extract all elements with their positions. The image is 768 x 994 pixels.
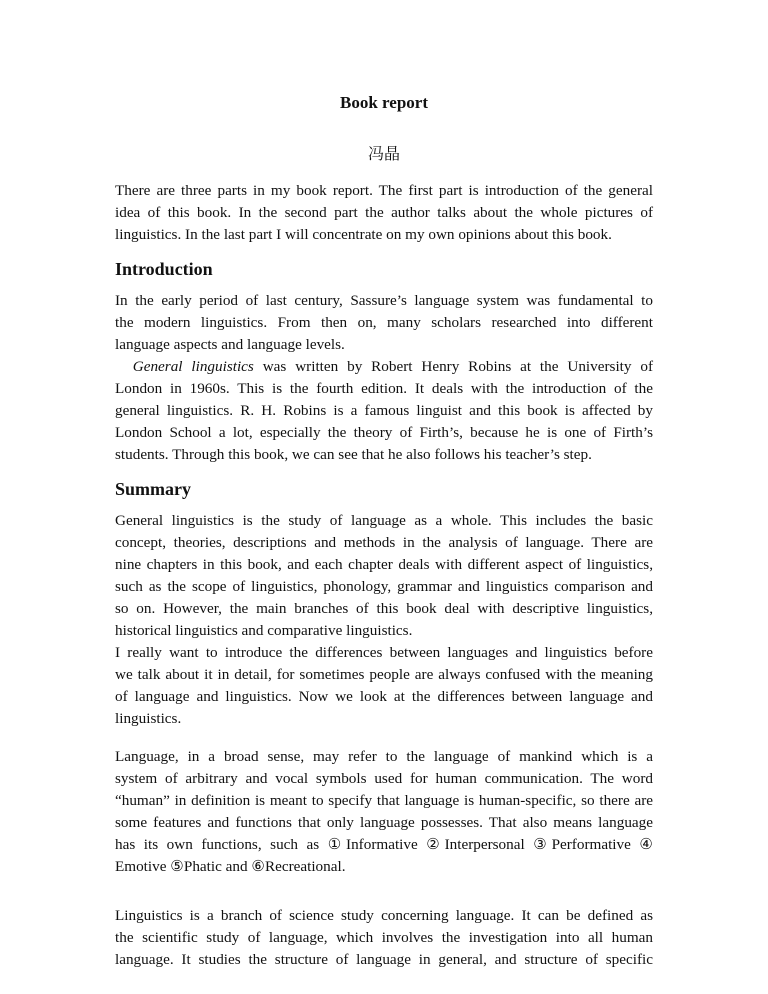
book-title-italic: General linguistics [132,358,254,375]
text-line: In the early period of last century, Sassure’s language system was fundamental to [115,292,653,309]
text-line: General linguistics is the study of language as a whole. This includes the basic [115,512,653,529]
text-line: such as the scope of linguistics, phonology, grammar and linguistics comparison and [115,578,653,595]
text-line: There are three parts in my book report. The first part is introduction of the general [115,182,653,199]
text-line: concept, theories, descriptions and methods in the analysis of language. There are [115,534,653,551]
text-line: some features and functions that only language possesses. That also means language [115,814,653,831]
text-line: has its own functions, such as ①Informative ②Interpersonal ③Performative ④ [115,836,653,853]
summary-paragraph-4 [115,905,653,971]
text-line: I really want to introduce the differences between languages and linguistics before [115,644,653,661]
summary-paragraph-1 [115,510,653,642]
summary-paragraph-3 [115,746,653,878]
intro-paragraph [115,180,653,246]
text-line: general linguistics. R. H. Robins is a famous linguist and this book is affected by [115,402,653,419]
introduction-paragraph-1 [115,290,653,356]
text-line: nine chapters in this book, and each chapter deals with different aspect of linguistics, [115,556,653,573]
text-line: linguistics. In the last part I will concentrate on my own opinions about this book. [115,226,612,243]
text-line: Linguistics is a branch of science study concerning language. It can be defined as [115,907,653,924]
author-name: 冯晶 [367,146,400,163]
summary-heading: Summary [115,479,191,499]
document-title: Book report [340,93,428,112]
text-line: system of arbitrary and vocal symbols used for human communication. The word [115,770,653,787]
text-segment: was written by Robert Henry Robins at the University of [253,358,653,375]
text-line: the scientific study of language, which involves the investigation into all human [115,929,653,946]
summary-paragraph-2 [115,642,653,730]
text-line: language. It studies the structure of language in general, and structure of specific [115,951,653,968]
text-line: historical linguistics and comparative linguistics. [115,622,413,639]
text-line: “human” in definition is meant to specify that language is human-specific, so there are [115,792,653,809]
text-line: students. Through this book, we can see that he also follows his teacher’s step. [115,446,592,463]
text-line: idea of this book. In the second part the author talks about the whole pictures of [115,204,653,221]
text-line [115,356,653,378]
text-line: the modern linguistics. From then on, many scholars researched into different [115,314,653,331]
text-line: Language, in a broad sense, may refer to the language of mankind which is a [115,748,653,765]
introduction-paragraph-2 [115,356,653,466]
text-line: so on. However, the main branches of this book deal with descriptive linguistics, [115,600,653,617]
text-line: London School a lot, especially the theory of Firth’s, because he is one of Firth’s [115,424,653,441]
text-line: we talk about it in detail, for sometimes people are always confused with the meaning [115,666,653,683]
text-line: language aspects and language levels. [115,336,345,353]
text-line: of language and linguistics. Now we look at the differences between language and [115,688,653,705]
text-line: London in 1960s. This is the fourth edition. It deals with the introduction of the [115,380,653,397]
text-line: Emotive ⑤Phatic and ⑥Recreational. [115,858,346,875]
introduction-heading: Introduction [115,259,213,279]
text-line: linguistics. [115,710,182,727]
